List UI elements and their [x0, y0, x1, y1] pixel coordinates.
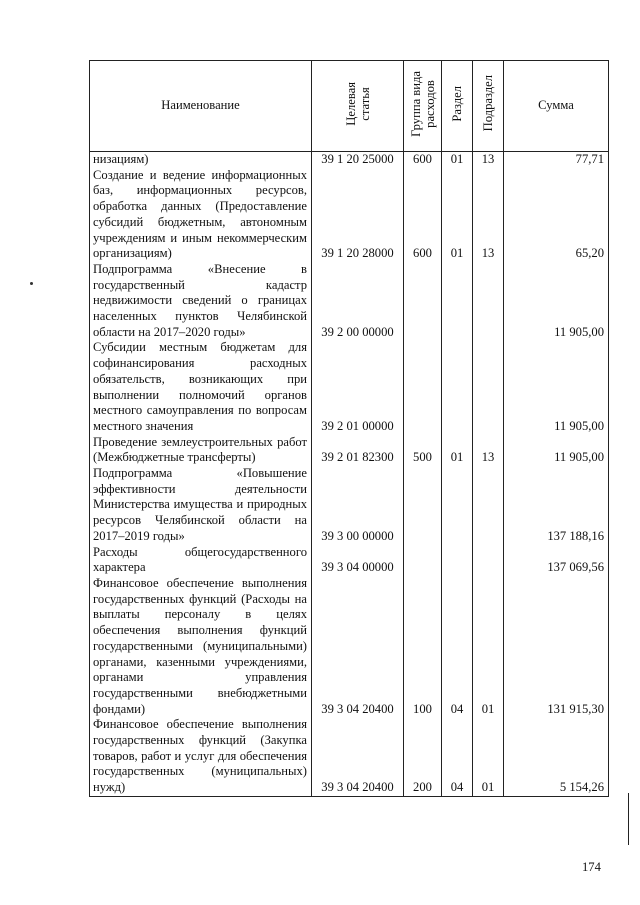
- cell-sum: 5 154,26: [504, 717, 609, 796]
- cell-sum: 65,20: [504, 168, 609, 262]
- table-row: [90, 545, 609, 576]
- cell-name: Расходы общегосударственного характера: [90, 545, 312, 576]
- cell-name: низациям): [90, 152, 312, 168]
- table-row: [90, 340, 609, 434]
- cell-section: 04: [442, 717, 473, 796]
- budget-table: [89, 60, 609, 797]
- cell-target: 39 2 00 00000: [312, 262, 404, 341]
- cell-section: [442, 545, 473, 576]
- header-target: Целевая статья: [312, 61, 404, 152]
- table-row: [90, 262, 609, 341]
- cell-target: 39 2 01 82300: [312, 435, 404, 466]
- cell-subsection: 13: [473, 152, 504, 168]
- cell-subsection: [473, 545, 504, 576]
- table-row: [90, 168, 609, 262]
- table-row: [90, 435, 609, 466]
- cell-group: [404, 545, 442, 576]
- cell-group: [404, 466, 442, 545]
- cell-sum: 11 905,00: [504, 435, 609, 466]
- header-group: Группа вида расходов: [404, 61, 442, 152]
- table-row: [90, 466, 609, 545]
- cell-target: 39 3 00 00000: [312, 466, 404, 545]
- cell-target: 39 1 20 28000: [312, 168, 404, 262]
- cell-section: 01: [442, 152, 473, 168]
- cell-section: [442, 340, 473, 434]
- cell-name: Подпрограмма «Повышение эффективности деятельности Министерства имущества и природных ресурсов Челябинской области на 2017–2019 годы»: [90, 466, 312, 545]
- cell-name: Создание и ведение информационных баз, информационных ресурсов, обработка данных (Предоставление субсидий бюджетным, автономным учреждениям и иным некоммерческим организациям): [90, 168, 312, 262]
- cell-sum: 11 905,00: [504, 340, 609, 434]
- cell-sum: 131 915,30: [504, 576, 609, 717]
- budget-table-page: [89, 60, 608, 797]
- header-subsection: Подраздел: [473, 61, 504, 152]
- cell-subsection: [473, 262, 504, 341]
- cell-sum: 77,71: [504, 152, 609, 168]
- cell-subsection: 13: [473, 168, 504, 262]
- cell-sum: 11 905,00: [504, 262, 609, 341]
- cell-target: 39 3 04 00000: [312, 545, 404, 576]
- cell-section: 01: [442, 168, 473, 262]
- cell-sum: 137 069,56: [504, 545, 609, 576]
- cell-target: 39 1 20 25000: [312, 152, 404, 168]
- table-row: [90, 717, 609, 796]
- header-section: Раздел: [442, 61, 473, 152]
- cell-target: 39 3 04 20400: [312, 717, 404, 796]
- scan-dot-mark: [30, 282, 33, 285]
- table-row: [90, 576, 609, 717]
- cell-subsection: 01: [473, 717, 504, 796]
- cell-group: [404, 262, 442, 341]
- page-number: 174: [582, 860, 601, 874]
- cell-section: [442, 262, 473, 341]
- cell-target: 39 3 04 20400: [312, 576, 404, 717]
- cell-subsection: [473, 340, 504, 434]
- cell-group: 200: [404, 717, 442, 796]
- cell-name: Подпрограмма «Внесение в государственный кадастр недвижимости сведений о границах населенных пунктов Челябинской области на 2017–2020 годы»: [90, 262, 312, 341]
- cell-target: 39 2 01 00000: [312, 340, 404, 434]
- table-header: [90, 61, 609, 152]
- cell-name: Финансовое обеспечение выполнения государственных функций (Закупка товаров, работ и услуг для обеспечения государственных (муниципальных) нужд): [90, 717, 312, 796]
- cell-group: 600: [404, 152, 442, 168]
- cell-sum: 137 188,16: [504, 466, 609, 545]
- cell-group: [404, 340, 442, 434]
- cell-subsection: 13: [473, 435, 504, 466]
- cell-section: [442, 466, 473, 545]
- table-row: [90, 152, 609, 168]
- cell-name: Проведение землеустроительных работ (Межбюджетные трансферты): [90, 435, 312, 466]
- cell-section: 01: [442, 435, 473, 466]
- cell-name: Субсидии местным бюджетам для софинансирования расходных обязательств, возникающих при выполнении полномочий органов местного самоуправления по вопросам местного значения: [90, 340, 312, 434]
- header-name: Наименование: [90, 61, 312, 152]
- cell-group: 500: [404, 435, 442, 466]
- cell-name: Финансовое обеспечение выполнения государственных функций (Расходы на выплаты персоналу в целях обеспечения выполнения функций государственными (муниципальными) органами, казенными учреждениями, органами управления государственными внебюджетными фондами): [90, 576, 312, 717]
- cell-subsection: 01: [473, 576, 504, 717]
- table-body: [90, 152, 609, 797]
- cell-subsection: [473, 466, 504, 545]
- scan-edge-line: [628, 793, 629, 845]
- cell-group: 600: [404, 168, 442, 262]
- header-sum: Сумма: [504, 61, 609, 152]
- cell-group: 100: [404, 576, 442, 717]
- cell-section: 04: [442, 576, 473, 717]
